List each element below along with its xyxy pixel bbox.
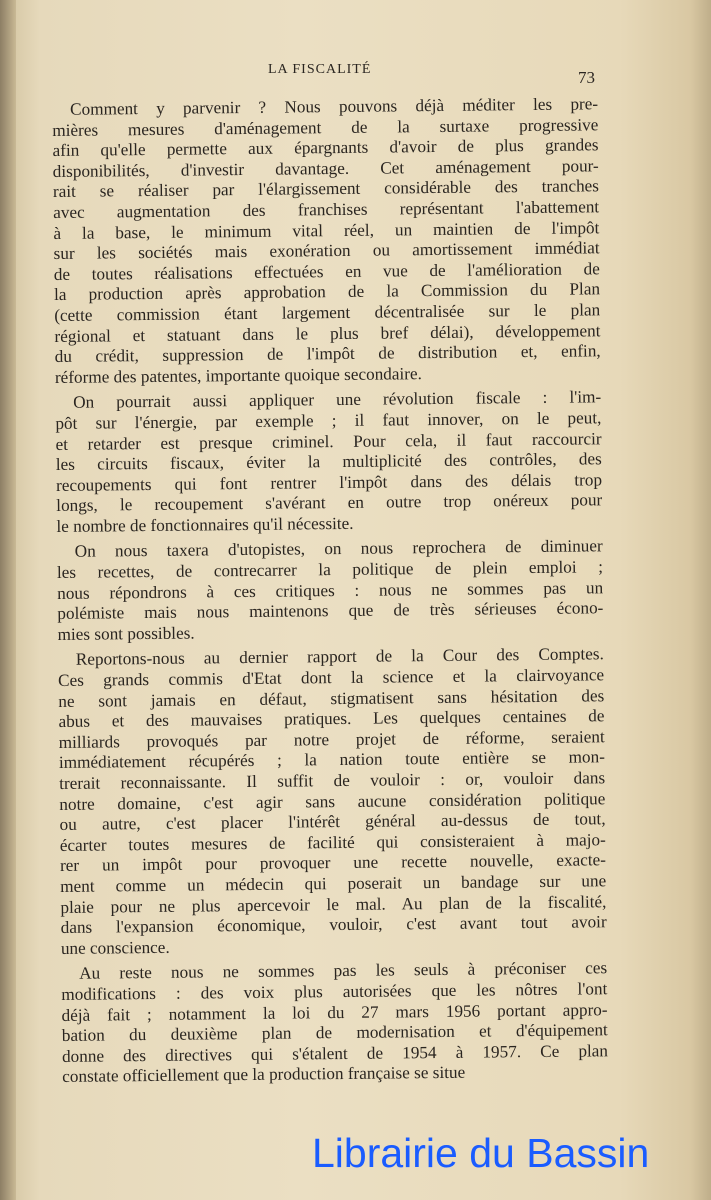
- text-line: polémiste mais nous maintenons que de très sérieuses écono-: [57, 598, 604, 624]
- text-line: milliards provoqués par notre projet de réforme, seraient: [58, 727, 605, 752]
- page-body-text: [52, 94, 608, 1093]
- text-line: ou autre, c'est placer l'intérêt général au-dessus de tout,: [59, 809, 606, 835]
- text-line: On nous taxera d'utopistes, on nous reprochera de diminuer: [74, 536, 603, 562]
- text-line: les circuits fiscaux, éviter la multiplicité des contrôles, des: [55, 449, 602, 475]
- text-line: longs, le recoupement s'avérant en outre trop onéreux pour: [56, 490, 603, 516]
- text-line: plaie pour ne plus apercevoir le mal. Au plan de la fiscalité,: [60, 891, 607, 917]
- text-line: Ces grands commis d'Etat dont la science et la clairvoyance: [57, 665, 605, 690]
- text-line: le nombre de fonctionnaires qu'il nécessite.: [56, 513, 354, 536]
- text-line: On pourrait aussi appliquer une révolution fiscale : l'im-: [73, 387, 602, 413]
- text-line: rer un impôt pour provoquer une recette nouvelle, exacte-: [59, 850, 607, 876]
- text-line: sur les sociétés mais exonération ou amortissement immédiat: [53, 238, 600, 264]
- text-line: la production après approbation de la Commission du Plan: [53, 279, 601, 305]
- text-line: ment comme un médecin qui poserait un bandage sur une: [60, 871, 607, 896]
- text-line: disponibilités, d'investir davantage. Cet aménagement pour-: [52, 156, 599, 181]
- text-line: (cette commission étant largement décentralisée sur le plan: [54, 300, 601, 325]
- paragraph: [58, 645, 607, 960]
- paragraph: [61, 959, 608, 1088]
- paragraph: [52, 94, 601, 388]
- book-spine-shadow: [0, 0, 16, 1200]
- text-line: bation du deuxième plan de modernisation et d'équipement: [61, 1020, 608, 1046]
- watermark: Librairie du Bassin: [312, 1130, 650, 1176]
- text-line: dans l'expansion économique, vouloir, c'est avant tout avoir: [60, 912, 607, 938]
- text-line: Au reste nous ne sommes pas les seuls à préconiser ces: [79, 958, 608, 984]
- text-line: Comment y parvenir ? Nous pouvons déjà méditer les pre-: [69, 94, 599, 119]
- text-line: Reportons-nous au dernier rapport de la Cour des Comptes.: [75, 644, 604, 670]
- running-title: LA FISCALITÉ: [268, 62, 372, 77]
- text-line: notre domaine, c'est agir sans aucune considération politique: [59, 788, 606, 814]
- text-line: recoupements qui font rentrer l'impôt dans des délais trop: [55, 469, 603, 495]
- text-line: du crédit, suppression de l'impôt de distribution et, enfin,: [54, 341, 601, 367]
- text-line: trerait reconnaissante. Il suffit de vouloir : or, vouloir dans: [59, 768, 606, 793]
- text-line: avec augmentation des franchises représentant l'abattement: [53, 197, 600, 222]
- text-line: les recettes, de contrecarrer la politique de plein emploi ;: [56, 557, 604, 583]
- text-line: immédiatement récupérés ; la nation toute entière se mon-: [58, 747, 606, 773]
- text-line: régional et statuant dans le plus bref délai), développement: [54, 320, 601, 346]
- text-line: et retarder est presque criminel. Pour cela, il faut raccourcir: [55, 428, 602, 454]
- page-number: 73: [578, 68, 595, 87]
- text-line: abus et des mauvaises pratiques. Les quelques centaines de: [58, 706, 605, 732]
- text-line: une conscience.: [60, 937, 170, 958]
- text-line: constate officiellement que la production française se situe: [62, 1063, 466, 1087]
- text-line: déjà fait ; notamment la loi du 27 mars 1956 portant appro-: [61, 999, 608, 1025]
- text-line: ne sont jamais en défaut, stigmatisent sans hésitation des: [58, 685, 605, 711]
- text-line: afin qu'elle permette aux épargnants d'avoir de plus grandes: [52, 135, 599, 161]
- text-line: mies sont possibles.: [57, 623, 195, 644]
- text-line: rait se réaliser par l'élargissement considérable des tranches: [52, 176, 600, 202]
- text-line: écarter toutes mesures de facilité qui consisteraient à majo-: [59, 830, 606, 855]
- text-line: de toutes réalisations effectuées en vue de l'amélioration de: [53, 259, 600, 284]
- text-line: réforme des patentes, importante quoique secondaire.: [54, 363, 422, 387]
- text-line: pôt sur l'énergie, par exemple ; il faut innover, on le peut,: [55, 408, 602, 433]
- text-line: à la base, le minimum vital réel, un maintien de l'impôt: [53, 217, 600, 243]
- paragraph: [57, 537, 604, 646]
- text-line: nous répondrons à ces critiques : nous ne sommes pas un: [57, 577, 604, 603]
- page-header: [0, 62, 711, 87]
- text-line: donne des directives qui s'étalent de 1954 à 1957. Ce plan: [61, 1040, 609, 1066]
- text-line: mières mesures d'aménagement de la surtaxe progressive: [52, 114, 599, 140]
- text-line: modifications : des voix plus autorisées que les nôtres l'ont: [61, 979, 608, 1004]
- paragraph: [55, 388, 602, 538]
